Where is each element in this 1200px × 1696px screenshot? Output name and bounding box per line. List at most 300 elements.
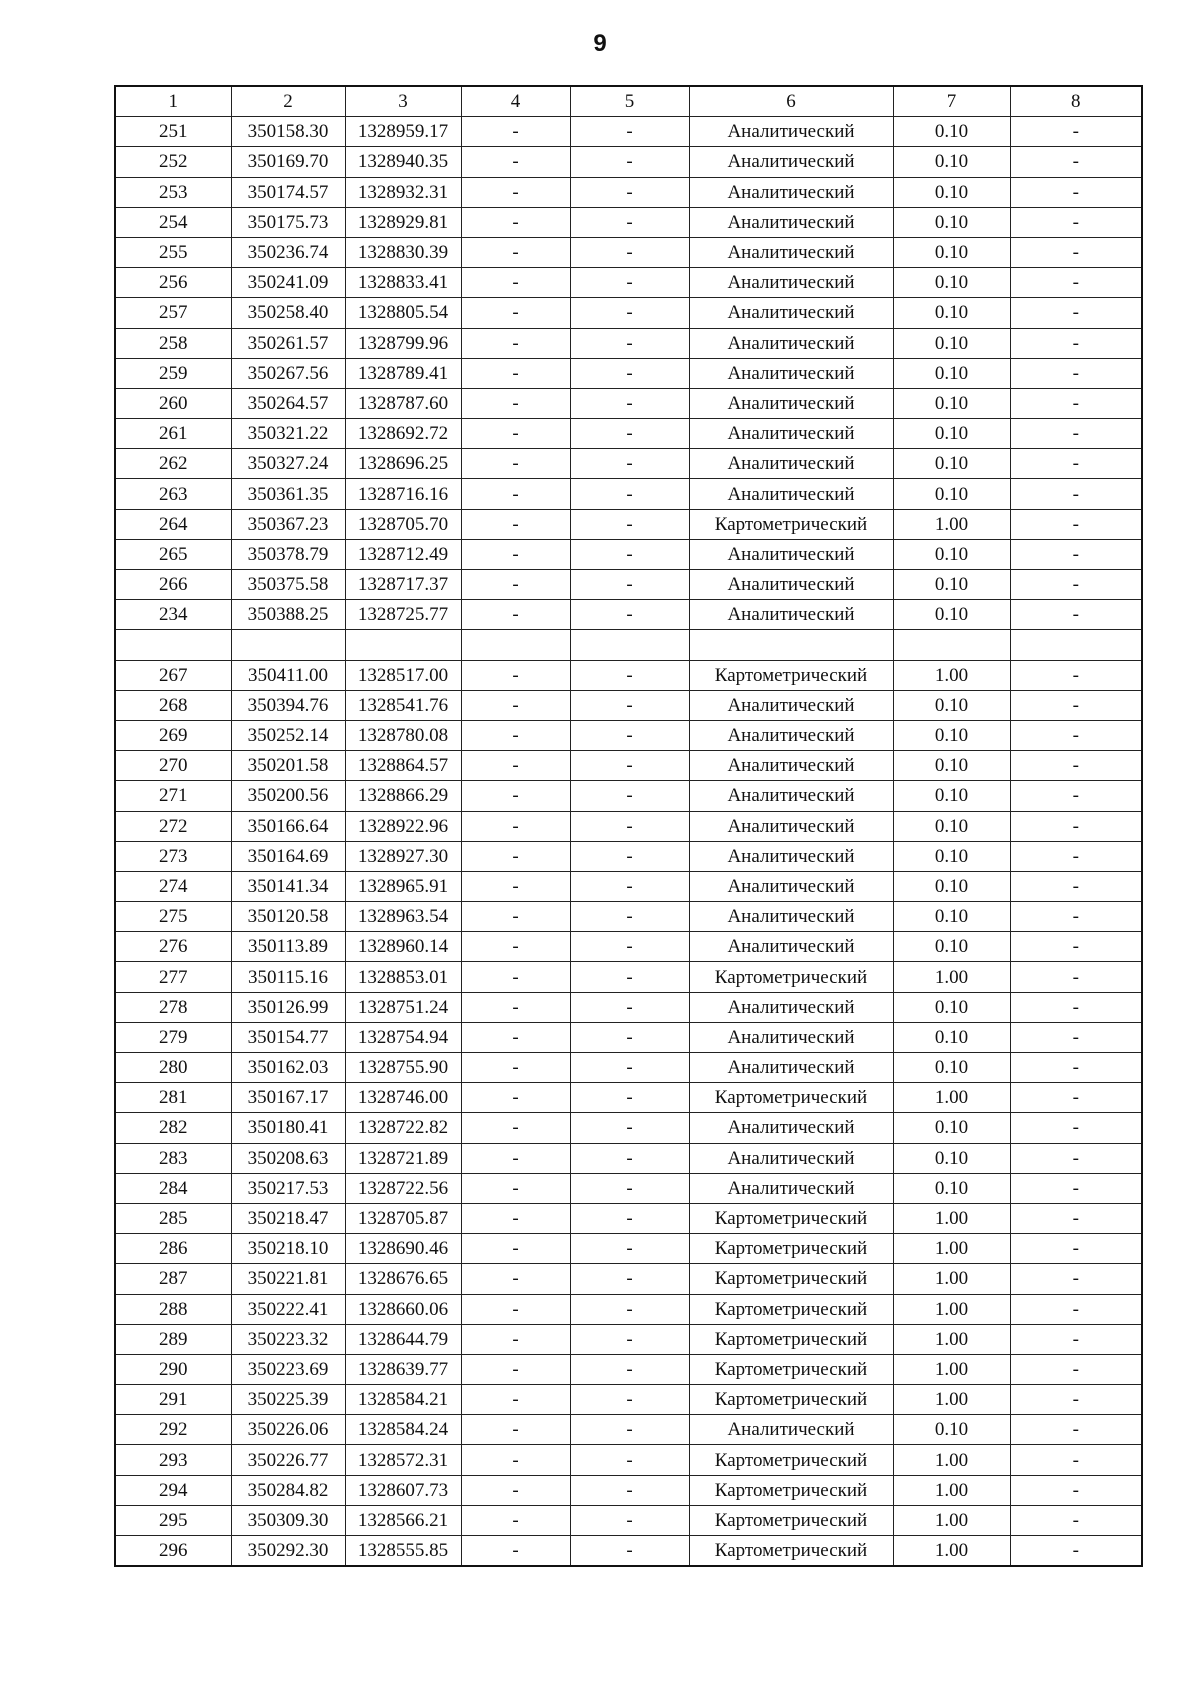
cell-col-5: - (570, 660, 689, 690)
cell-col-8: - (1010, 328, 1142, 358)
cell-method: Аналитический (689, 298, 893, 328)
cell-coord-x (231, 630, 345, 660)
cell-col-4: - (461, 1475, 570, 1505)
cell-point-number: 286 (115, 1234, 231, 1264)
cell-coord-y: 1328725.77 (345, 600, 461, 630)
column-header-6: 6 (689, 86, 893, 117)
column-header-5: 5 (570, 86, 689, 117)
cell-coord-x: 350284.82 (231, 1475, 345, 1505)
cell-col-4: - (461, 902, 570, 932)
cell-col-8: - (1010, 449, 1142, 479)
cell-col-5: - (570, 932, 689, 962)
cell-point-number: 269 (115, 720, 231, 750)
table-row (115, 841, 1142, 871)
cell-col-5: - (570, 1385, 689, 1415)
cell-coord-y: 1328789.41 (345, 358, 461, 388)
cell-col-8: - (1010, 1264, 1142, 1294)
cell-col-8: - (1010, 781, 1142, 811)
cell-method: Аналитический (689, 1113, 893, 1143)
cell-method: Аналитический (689, 177, 893, 207)
cell-col-5: - (570, 539, 689, 569)
cell-accuracy: 0.10 (893, 1053, 1010, 1083)
cell-coord-y: 1328754.94 (345, 1022, 461, 1052)
cell-point-number: 280 (115, 1053, 231, 1083)
cell-col-5: - (570, 388, 689, 418)
table-row (115, 992, 1142, 1022)
cell-col-5: - (570, 1324, 689, 1354)
column-header-7: 7 (893, 86, 1010, 117)
cell-coord-y: 1328705.87 (345, 1203, 461, 1233)
cell-coord-x: 350321.22 (231, 419, 345, 449)
cell-col-5: - (570, 509, 689, 539)
cell-col-4: - (461, 419, 570, 449)
cell-coord-x: 350169.70 (231, 147, 345, 177)
cell-col-4: - (461, 660, 570, 690)
cell-accuracy: 0.10 (893, 570, 1010, 600)
cell-point-number: 252 (115, 147, 231, 177)
table-row (115, 419, 1142, 449)
cell-coord-y: 1328692.72 (345, 419, 461, 449)
cell-accuracy: 1.00 (893, 509, 1010, 539)
cell-point-number: 294 (115, 1475, 231, 1505)
cell-coord-y (345, 630, 461, 660)
cell-method: Аналитический (689, 1143, 893, 1173)
cell-coord-x: 350218.10 (231, 1234, 345, 1264)
cell-col-5: - (570, 690, 689, 720)
cell-coord-x: 350200.56 (231, 781, 345, 811)
table-row (115, 1445, 1142, 1475)
cell-col-4: - (461, 1203, 570, 1233)
cell-coord-y: 1328833.41 (345, 268, 461, 298)
table-row (115, 1173, 1142, 1203)
cell-col-4: - (461, 1445, 570, 1475)
cell-accuracy: 0.10 (893, 751, 1010, 781)
cell-accuracy: 0.10 (893, 781, 1010, 811)
cell-col-4: - (461, 1113, 570, 1143)
cell-method: Аналитический (689, 449, 893, 479)
cell-col-5: - (570, 207, 689, 237)
cell-coord-y: 1328922.96 (345, 811, 461, 841)
cell-col-5: - (570, 177, 689, 207)
cell-accuracy: 1.00 (893, 1324, 1010, 1354)
cell-col-5: - (570, 358, 689, 388)
table-row (115, 147, 1142, 177)
cell-method: Аналитический (689, 781, 893, 811)
cell-accuracy: 1.00 (893, 1475, 1010, 1505)
cell-col-4: - (461, 1022, 570, 1052)
cell-col-5: - (570, 1294, 689, 1324)
cell-col-5: - (570, 298, 689, 328)
cell-accuracy: 1.00 (893, 1083, 1010, 1113)
cell-col-8: - (1010, 1505, 1142, 1535)
cell-coord-x: 350411.00 (231, 660, 345, 690)
cell-method: Аналитический (689, 932, 893, 962)
cell-col-5: - (570, 1475, 689, 1505)
table-row (115, 1294, 1142, 1324)
cell-accuracy: 1.00 (893, 660, 1010, 690)
cell-col-8: - (1010, 1354, 1142, 1384)
cell-point-number: 264 (115, 509, 231, 539)
cell-point-number: 256 (115, 268, 231, 298)
cell-method: Картометрический (689, 1475, 893, 1505)
cell-col-8: - (1010, 1053, 1142, 1083)
cell-coord-y: 1328607.73 (345, 1475, 461, 1505)
cell-coord-x: 350201.58 (231, 751, 345, 781)
table-row (115, 237, 1142, 267)
table-row (115, 660, 1142, 690)
cell-method: Картометрический (689, 1445, 893, 1475)
table-row (115, 509, 1142, 539)
cell-col-4: - (461, 811, 570, 841)
table-row (115, 1203, 1142, 1233)
cell-coord-y: 1328705.70 (345, 509, 461, 539)
cell-method: Картометрический (689, 1203, 893, 1233)
cell-col-8: - (1010, 1415, 1142, 1445)
cell-accuracy: 0.10 (893, 1415, 1010, 1445)
cell-coord-x: 350141.34 (231, 871, 345, 901)
table-row (115, 479, 1142, 509)
cell-method: Аналитический (689, 207, 893, 237)
cell-accuracy: 1.00 (893, 1354, 1010, 1384)
cell-point-number: 273 (115, 841, 231, 871)
cell-coord-x: 350218.47 (231, 1203, 345, 1233)
cell-coord-y: 1328555.85 (345, 1536, 461, 1567)
cell-accuracy: 0.10 (893, 600, 1010, 630)
table-row (115, 1022, 1142, 1052)
cell-coord-x: 350388.25 (231, 600, 345, 630)
cell-accuracy: 0.10 (893, 841, 1010, 871)
cell-point-number: 272 (115, 811, 231, 841)
cell-coord-x: 350226.77 (231, 1445, 345, 1475)
cell-accuracy: 0.10 (893, 539, 1010, 569)
cell-col-4: - (461, 932, 570, 962)
cell-coord-x: 350309.30 (231, 1505, 345, 1535)
cell-coord-y: 1328746.00 (345, 1083, 461, 1113)
table-row (115, 600, 1142, 630)
cell-method: Картометрический (689, 660, 893, 690)
cell-col-5: - (570, 600, 689, 630)
cell-col-8: - (1010, 871, 1142, 901)
cell-accuracy: 0.10 (893, 328, 1010, 358)
cell-coord-y: 1328805.54 (345, 298, 461, 328)
table-row (115, 570, 1142, 600)
cell-accuracy: 1.00 (893, 1264, 1010, 1294)
cell-col-5: - (570, 781, 689, 811)
cell-coord-x: 350226.06 (231, 1415, 345, 1445)
table-row (115, 1264, 1142, 1294)
cell-col-5: - (570, 871, 689, 901)
cell-coord-y: 1328572.31 (345, 1445, 461, 1475)
table-row (115, 1234, 1142, 1264)
cell-col-4: - (461, 992, 570, 1022)
cell-col-5: - (570, 751, 689, 781)
cell-coord-y: 1328780.08 (345, 720, 461, 750)
table-row (115, 630, 1142, 660)
table-row (115, 1143, 1142, 1173)
cell-col-8: - (1010, 811, 1142, 841)
table-row (115, 902, 1142, 932)
cell-point-number: 293 (115, 1445, 231, 1475)
cell-col-4: - (461, 298, 570, 328)
cell-accuracy: 0.10 (893, 207, 1010, 237)
cell-col-8: - (1010, 539, 1142, 569)
cell-coord-y: 1328584.24 (345, 1415, 461, 1445)
cell-coord-y: 1328541.76 (345, 690, 461, 720)
cell-method: Аналитический (689, 268, 893, 298)
cell-coord-y: 1328566.21 (345, 1505, 461, 1535)
cell-point-number: 288 (115, 1294, 231, 1324)
cell-coord-x: 350225.39 (231, 1385, 345, 1415)
cell-method: Картометрический (689, 1294, 893, 1324)
cell-method: Аналитический (689, 811, 893, 841)
cell-col-5: - (570, 1505, 689, 1535)
table-row (115, 358, 1142, 388)
cell-col-4: - (461, 117, 570, 147)
cell-coord-x: 350222.41 (231, 1294, 345, 1324)
cell-method: Картометрический (689, 1354, 893, 1384)
cell-coord-y: 1328960.14 (345, 932, 461, 962)
cell-accuracy: 0.10 (893, 479, 1010, 509)
cell-col-8: - (1010, 570, 1142, 600)
cell-coord-y: 1328864.57 (345, 751, 461, 781)
table-row (115, 268, 1142, 298)
cell-point-number: 284 (115, 1173, 231, 1203)
table-row (115, 962, 1142, 992)
cell-col-5: - (570, 268, 689, 298)
cell-coord-x: 350241.09 (231, 268, 345, 298)
cell-col-5: - (570, 1053, 689, 1083)
cell-col-4: - (461, 1083, 570, 1113)
cell-col-8: - (1010, 962, 1142, 992)
cell-method: Аналитический (689, 600, 893, 630)
cell-method: Картометрический (689, 1536, 893, 1567)
cell-method: Картометрический (689, 1385, 893, 1415)
cell-coord-x: 350221.81 (231, 1264, 345, 1294)
cell-point-number: 271 (115, 781, 231, 811)
cell-point-number: 291 (115, 1385, 231, 1415)
table-row (115, 539, 1142, 569)
cell-accuracy: 0.10 (893, 1173, 1010, 1203)
cell-method: Картометрический (689, 1505, 893, 1535)
cell-point-number: 277 (115, 962, 231, 992)
cell-accuracy: 1.00 (893, 1505, 1010, 1535)
cell-coord-y: 1328799.96 (345, 328, 461, 358)
cell-coord-x: 350154.77 (231, 1022, 345, 1052)
cell-coord-y: 1328721.89 (345, 1143, 461, 1173)
cell-col-5: - (570, 992, 689, 1022)
cell-accuracy: 0.10 (893, 932, 1010, 962)
cell-accuracy: 1.00 (893, 1294, 1010, 1324)
cell-method: Аналитический (689, 751, 893, 781)
cell-coord-y: 1328965.91 (345, 871, 461, 901)
cell-col-8: - (1010, 1536, 1142, 1567)
cell-col-5: - (570, 962, 689, 992)
table-row (115, 388, 1142, 418)
cell-col-8: - (1010, 268, 1142, 298)
cell-col-5: - (570, 1143, 689, 1173)
cell-method: Аналитический (689, 479, 893, 509)
cell-method: Аналитический (689, 1415, 893, 1445)
cell-method: Аналитический (689, 992, 893, 1022)
cell-col-5: - (570, 570, 689, 600)
cell-coord-y: 1328959.17 (345, 117, 461, 147)
column-header-2: 2 (231, 86, 345, 117)
table-row (115, 328, 1142, 358)
cell-point-number: 262 (115, 449, 231, 479)
cell-point-number: 281 (115, 1083, 231, 1113)
cell-col-8: - (1010, 690, 1142, 720)
cell-accuracy (893, 630, 1010, 660)
cell-col-8: - (1010, 237, 1142, 267)
cell-col-4: - (461, 570, 570, 600)
cell-point-number: 257 (115, 298, 231, 328)
cell-accuracy: 0.10 (893, 811, 1010, 841)
cell-coord-x: 350367.23 (231, 509, 345, 539)
cell-col-8: - (1010, 902, 1142, 932)
cell-col-4: - (461, 1354, 570, 1384)
cell-method: Картометрический (689, 1234, 893, 1264)
cell-point-number: 295 (115, 1505, 231, 1535)
table-row (115, 751, 1142, 781)
cell-coord-x: 350208.63 (231, 1143, 345, 1173)
cell-col-4: - (461, 1264, 570, 1294)
cell-col-5: - (570, 147, 689, 177)
table-row (115, 932, 1142, 962)
cell-col-8: - (1010, 1143, 1142, 1173)
cell-accuracy: 0.10 (893, 117, 1010, 147)
cell-col-5: - (570, 1173, 689, 1203)
cell-coord-y: 1328696.25 (345, 449, 461, 479)
cell-method: Картометрический (689, 509, 893, 539)
cell-coord-y: 1328712.49 (345, 539, 461, 569)
cell-col-8: - (1010, 932, 1142, 962)
cell-accuracy: 1.00 (893, 1203, 1010, 1233)
page-number: 9 (593, 30, 607, 57)
cell-coord-x: 350261.57 (231, 328, 345, 358)
cell-col-4: - (461, 237, 570, 267)
table-row (115, 1053, 1142, 1083)
cell-col-5: - (570, 1234, 689, 1264)
cell-coord-y: 1328927.30 (345, 841, 461, 871)
cell-col-4: - (461, 1173, 570, 1203)
cell-coord-y: 1328717.37 (345, 570, 461, 600)
cell-col-8 (1010, 630, 1142, 660)
cell-point-number: 289 (115, 1324, 231, 1354)
cell-col-8: - (1010, 419, 1142, 449)
cell-method: Аналитический (689, 1173, 893, 1203)
cell-point-number: 258 (115, 328, 231, 358)
cell-coord-x: 350378.79 (231, 539, 345, 569)
cell-accuracy: 0.10 (893, 871, 1010, 901)
cell-coord-x: 350292.30 (231, 1536, 345, 1567)
cell-point-number: 279 (115, 1022, 231, 1052)
cell-col-5: - (570, 1264, 689, 1294)
cell-col-4 (461, 630, 570, 660)
cell-accuracy: 0.10 (893, 388, 1010, 418)
table-body (115, 117, 1142, 1567)
table-row (115, 811, 1142, 841)
cell-coord-x: 350361.35 (231, 479, 345, 509)
cell-method: Аналитический (689, 871, 893, 901)
cell-point-number: 260 (115, 388, 231, 418)
cell-method: Аналитический (689, 117, 893, 147)
cell-accuracy: 1.00 (893, 962, 1010, 992)
cell-col-4: - (461, 207, 570, 237)
cell-col-8: - (1010, 1294, 1142, 1324)
cell-col-5: - (570, 449, 689, 479)
cell-accuracy: 0.10 (893, 449, 1010, 479)
cell-col-4: - (461, 841, 570, 871)
cell-col-4: - (461, 449, 570, 479)
cell-point-number: 253 (115, 177, 231, 207)
cell-col-8: - (1010, 1113, 1142, 1143)
cell-point-number: 267 (115, 660, 231, 690)
cell-method: Аналитический (689, 419, 893, 449)
cell-coord-y: 1328853.01 (345, 962, 461, 992)
cell-point-number: 251 (115, 117, 231, 147)
cell-col-8: - (1010, 479, 1142, 509)
table-row (115, 871, 1142, 901)
cell-col-4: - (461, 509, 570, 539)
cell-coord-x: 350174.57 (231, 177, 345, 207)
cell-accuracy: 0.10 (893, 1143, 1010, 1173)
cell-col-8: - (1010, 1445, 1142, 1475)
cell-coord-x: 350327.24 (231, 449, 345, 479)
cell-method: Аналитический (689, 1022, 893, 1052)
cell-accuracy: 1.00 (893, 1536, 1010, 1567)
cell-col-5: - (570, 419, 689, 449)
cell-coord-x: 350394.76 (231, 690, 345, 720)
cell-accuracy: 1.00 (893, 1445, 1010, 1475)
cell-coord-y: 1328584.21 (345, 1385, 461, 1415)
cell-method: Аналитический (689, 720, 893, 750)
cell-col-5: - (570, 841, 689, 871)
cell-col-8: - (1010, 1083, 1142, 1113)
cell-point-number: 255 (115, 237, 231, 267)
cell-col-8: - (1010, 1022, 1142, 1052)
cell-accuracy: 0.10 (893, 1022, 1010, 1052)
cell-accuracy: 0.10 (893, 268, 1010, 298)
cell-method: Аналитический (689, 902, 893, 932)
table-row (115, 720, 1142, 750)
cell-point-number: 287 (115, 1264, 231, 1294)
column-header-1: 1 (115, 86, 231, 117)
cell-coord-x: 350162.03 (231, 1053, 345, 1083)
cell-col-4: - (461, 539, 570, 569)
cell-coord-x: 350375.58 (231, 570, 345, 600)
cell-col-4: - (461, 1294, 570, 1324)
cell-col-8: - (1010, 720, 1142, 750)
cell-col-8: - (1010, 660, 1142, 690)
cell-col-8: - (1010, 1385, 1142, 1415)
cell-col-4: - (461, 600, 570, 630)
cell-accuracy: 1.00 (893, 1385, 1010, 1415)
cell-col-4: - (461, 720, 570, 750)
cell-point-number: 259 (115, 358, 231, 388)
cell-col-8: - (1010, 509, 1142, 539)
cell-col-8: - (1010, 1234, 1142, 1264)
cell-accuracy: 0.10 (893, 298, 1010, 328)
cell-point-number: 278 (115, 992, 231, 1022)
cell-accuracy: 1.00 (893, 1234, 1010, 1264)
cell-point-number: 282 (115, 1113, 231, 1143)
cell-col-5: - (570, 328, 689, 358)
column-header-8: 8 (1010, 86, 1142, 117)
cell-coord-y: 1328751.24 (345, 992, 461, 1022)
cell-coord-x: 350236.74 (231, 237, 345, 267)
table-row (115, 1113, 1142, 1143)
cell-point-number: 266 (115, 570, 231, 600)
